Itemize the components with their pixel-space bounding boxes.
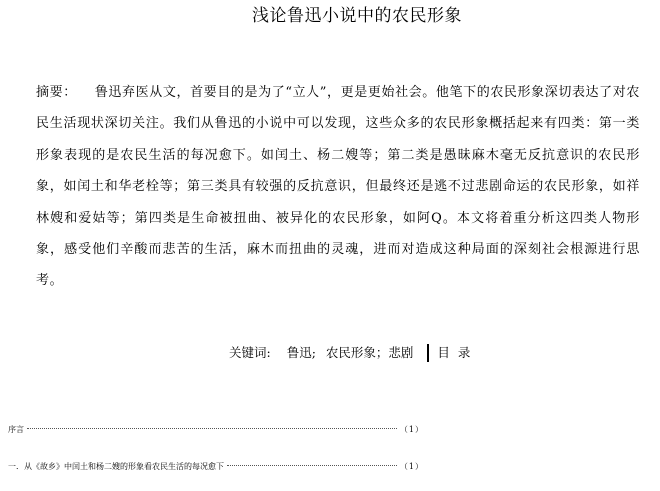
abstract-paragraph	[36, 77, 640, 297]
toc-dot-leader	[27, 428, 397, 429]
toc-entry-page: （1）	[399, 462, 424, 471]
keywords-line	[229, 342, 478, 364]
toc-entry-text: 一．从《故乡》中闰土和杨二嫂的形象看农民生活的每况愈下	[8, 462, 224, 471]
keyword-item: 农民形象；悲剧	[325, 345, 414, 360]
abstract-label: 摘要：	[36, 85, 77, 100]
toc-entry-page: （1）	[399, 425, 424, 434]
text-cursor[interactable]	[427, 344, 429, 362]
abstract-text: 鲁迅弃医从文，首要目的是为了“立人”，更是更始社会。他笔下的农民形象深切表达了对农民生活现状深切关注。我们从鲁迅的小说中可以发现，这些众多的农民形象概括起来有四类：第一类形象表现的是农民生活的每况愈下。如闰土、杨二嫂等；第二类是愚昧麻木毫无反抗意识的农民形象，如闰土和华老栓等；第三类具有较强的反抗意识，但最终还是逃不过悲剧命运的农民形象，如祥林嫂和爱姑等；第四类是生命被扭曲、被异化的农民形象，如阿Q。本文将着重分析这四类人物形象，感受他们辛酸而悲苦的生活，麻木而扭曲的灵魂，进而对造成这种局面的深刻社会根源进行思考。	[36, 85, 640, 289]
keywords-label: 关键词:	[229, 345, 271, 360]
toc-entry[interactable]	[8, 461, 424, 473]
toc-entry-text: 序言	[8, 425, 24, 434]
toc-dot-leader	[227, 465, 397, 466]
toc-entry[interactable]	[8, 424, 424, 436]
document-title: 浅论鲁迅小说中的农民形象	[252, 6, 462, 26]
keyword-item: 鲁迅;	[286, 345, 316, 360]
toc-heading: 目录	[437, 345, 479, 360]
